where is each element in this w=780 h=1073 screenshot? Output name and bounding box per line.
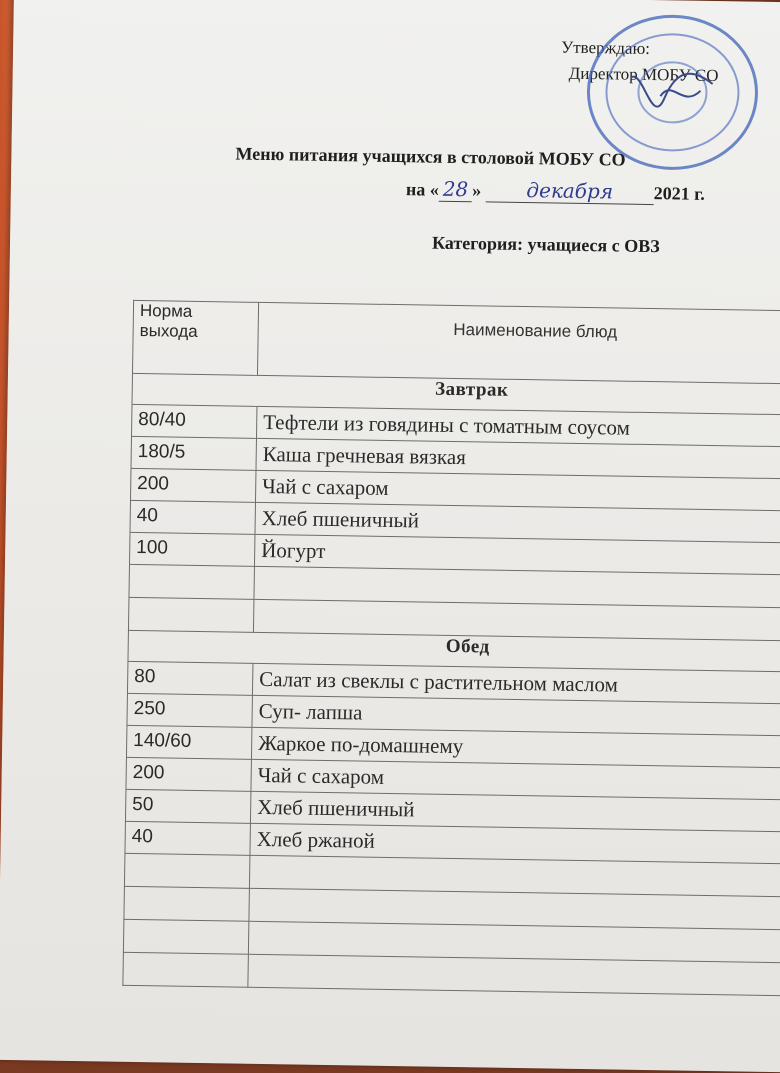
date-suffix: 2021 г. (653, 183, 706, 204)
date-prefix: на « (405, 179, 439, 200)
portion-cell: 40 (125, 821, 250, 855)
menu-category: Категория: учащиеся с ОВЗ (431, 232, 660, 257)
column-header-portion: Норма выхода (132, 300, 258, 375)
date-day: 28 (439, 177, 473, 203)
approve-label: Утверждаю: (561, 37, 651, 58)
director-label: Директор МОБУ СО (568, 63, 719, 86)
portion-cell: 140/60 (126, 725, 251, 759)
dish-cell: Суп- лапша (252, 695, 780, 736)
column-header-dish: Наименование блюд (257, 302, 780, 384)
section-title-breakfast: Завтрак (132, 373, 780, 415)
dish-cell: Тефтели из говядины с томатным соусом (256, 406, 780, 447)
dish-cell: Хлеб пшеничный (250, 791, 780, 832)
section-title-lunch: Обед (128, 630, 780, 672)
portion-cell: 80/40 (132, 404, 257, 438)
dish-cell: Йогурт (254, 534, 780, 575)
portion-cell: 80 (127, 661, 252, 695)
date-month: декабря (486, 177, 654, 205)
date-mid: » (472, 180, 482, 201)
menu-title: Меню питания учащихся в столовой МОБУ СО (235, 143, 626, 170)
dish-cell: Салат из свеклы с растительном маслом (252, 663, 780, 704)
portion-cell: 200 (126, 757, 251, 791)
dish-cell: Чай с сахаром (251, 759, 780, 800)
portion-cell: 250 (127, 693, 252, 727)
table-header-row (132, 300, 780, 384)
dish-cell: Жаркое по-домашнему (251, 727, 780, 768)
menu-date (406, 176, 705, 206)
dish-cell: Хлеб пшеничный (255, 502, 780, 543)
portion-cell: 50 (125, 789, 250, 823)
dish-cell: Чай с сахаром (255, 470, 780, 511)
portion-cell: 200 (130, 468, 255, 502)
portion-cell: 100 (129, 532, 254, 566)
portion-cell: 180/5 (131, 436, 256, 470)
menu-table (122, 300, 780, 997)
portion-cell: 40 (130, 500, 255, 534)
dish-cell: Каша гречневая вязкая (256, 438, 780, 479)
dish-cell: Хлеб ржаной (250, 823, 780, 864)
